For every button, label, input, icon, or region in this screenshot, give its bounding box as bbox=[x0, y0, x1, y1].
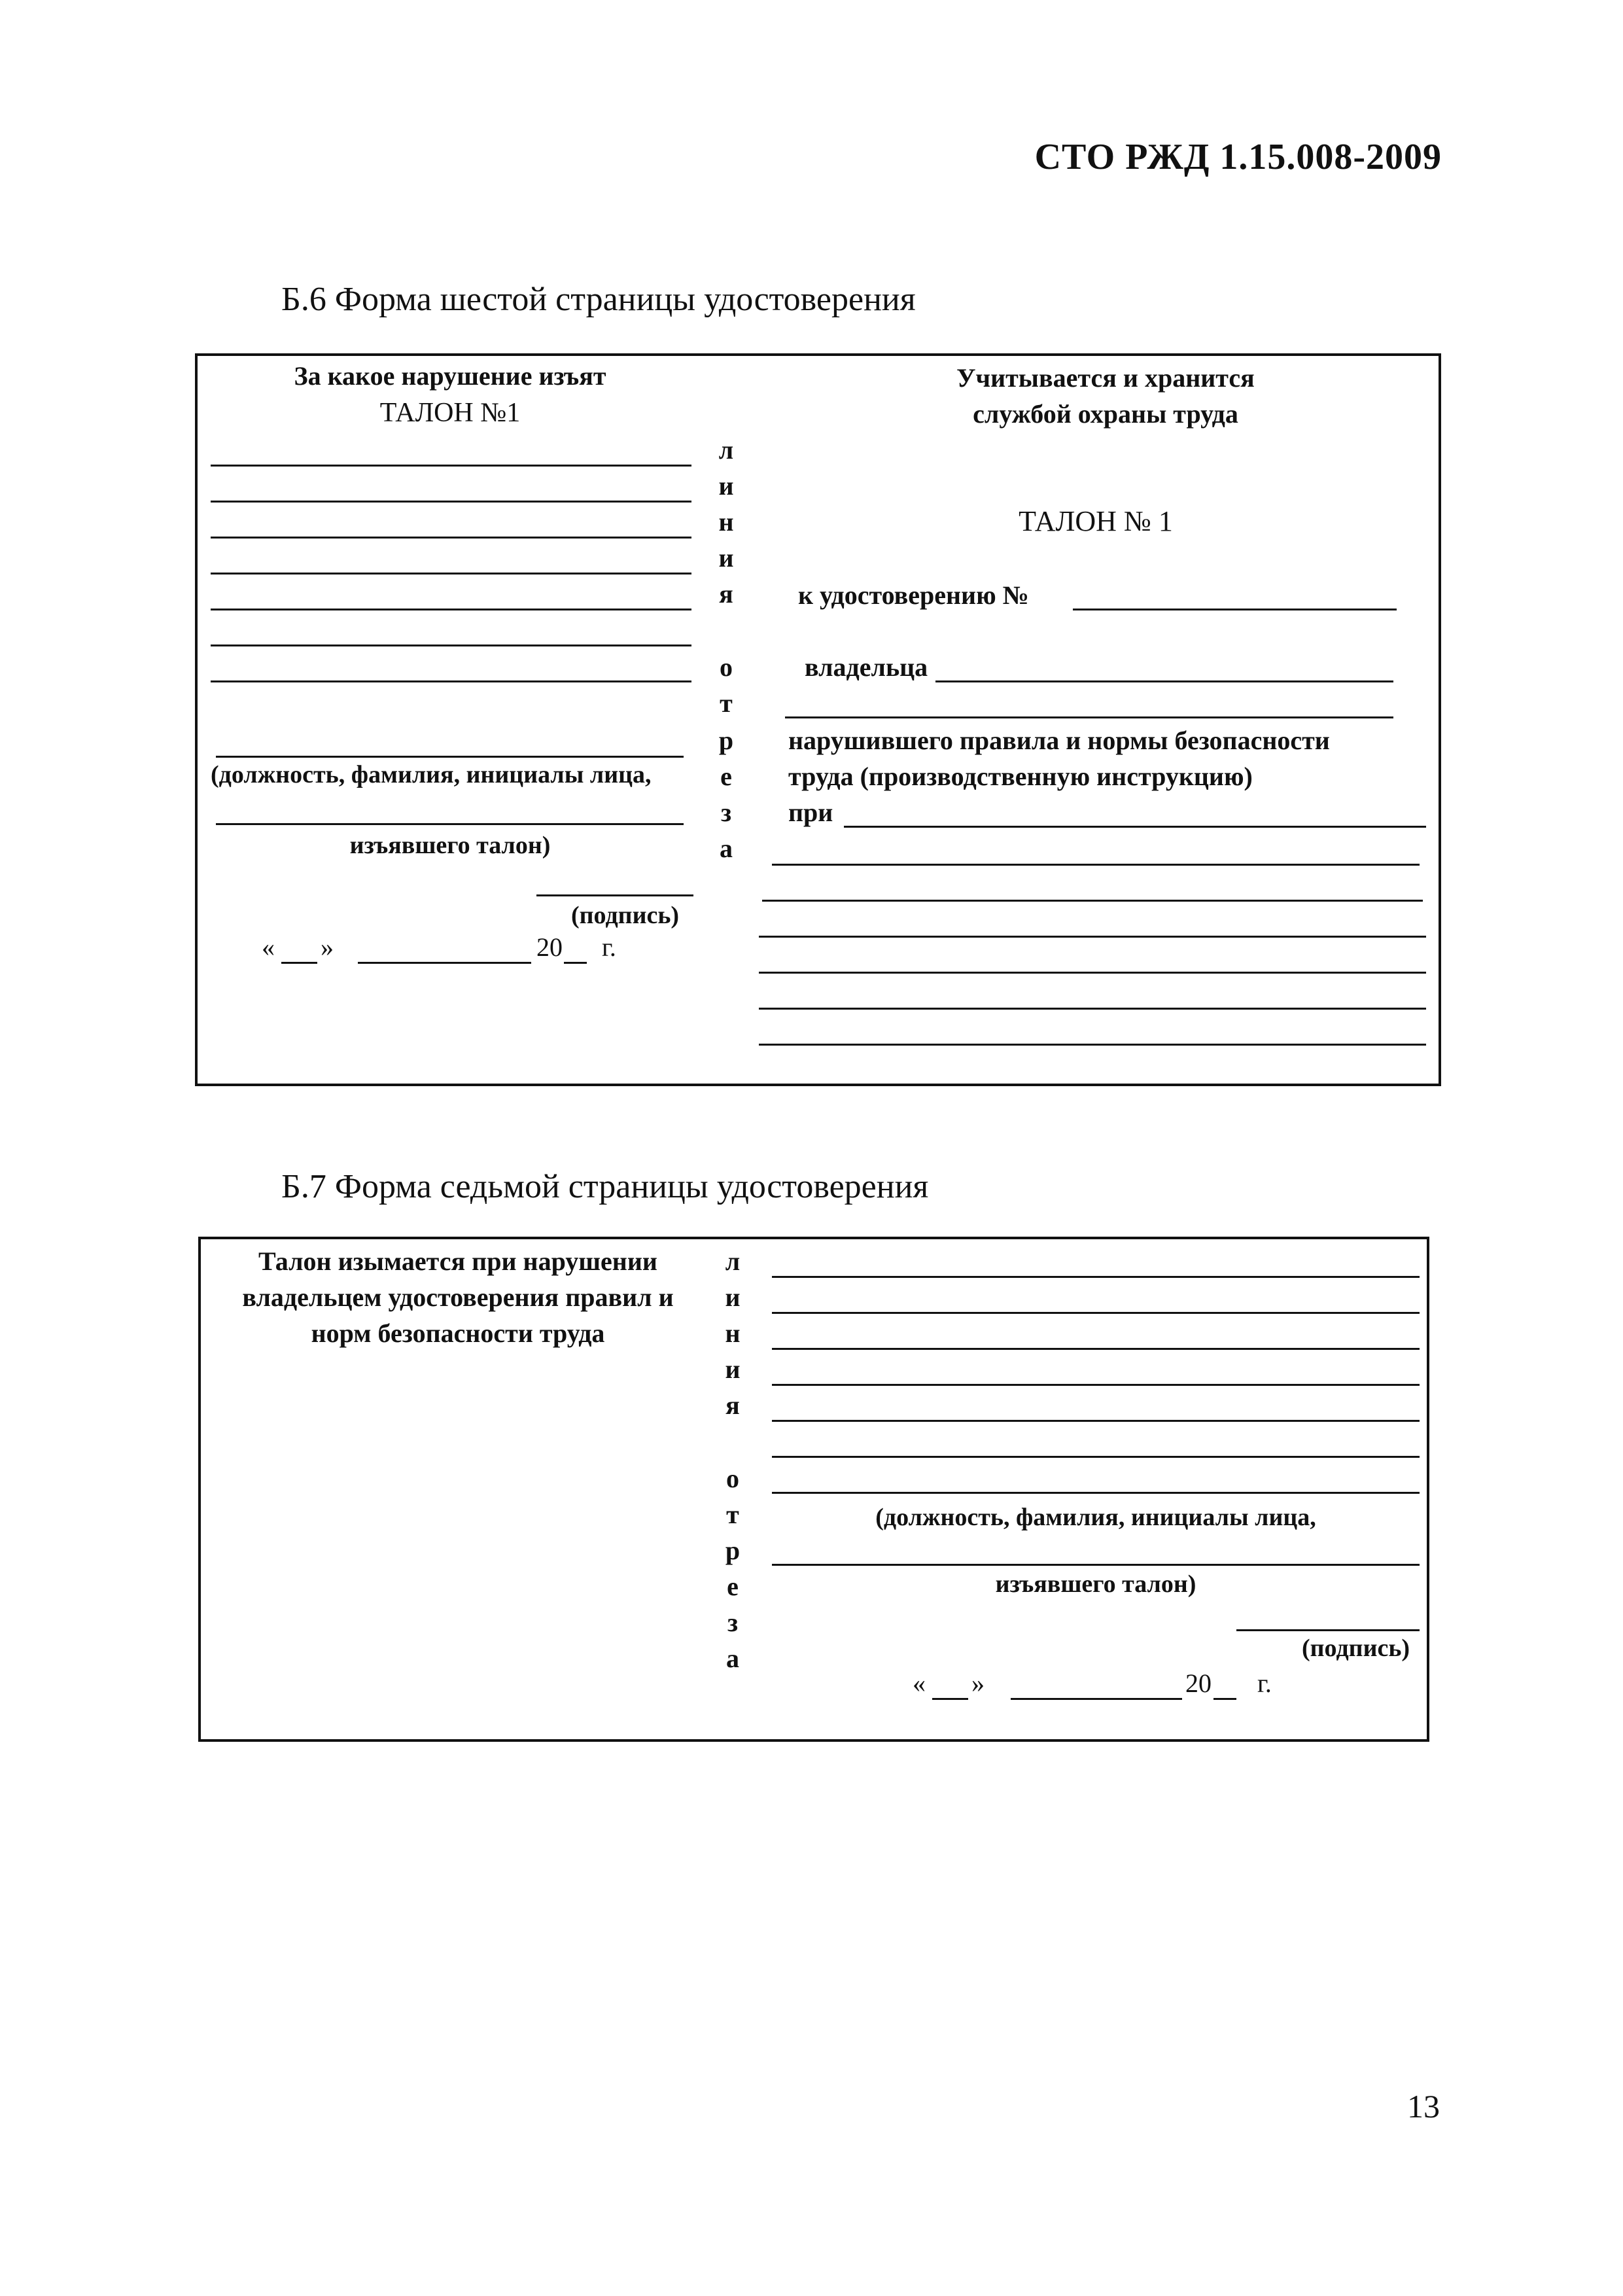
b7-cut-line-letter: о bbox=[726, 1464, 739, 1493]
b6-left-year-prefix: 20 bbox=[536, 932, 563, 962]
b6-left-month-line bbox=[358, 962, 531, 964]
b7-signature-line bbox=[1236, 1629, 1420, 1631]
b6-certificate-number-line bbox=[1073, 609, 1397, 610]
b6-cut-line-letter: з bbox=[720, 798, 732, 827]
b6-owner-line bbox=[935, 680, 1393, 682]
b6-cut-line-letter: я bbox=[719, 579, 733, 609]
b6-coupon-title: ТАЛОН № 1 bbox=[1019, 505, 1173, 537]
b6-left-position-line bbox=[216, 823, 684, 825]
b6-left-day-line bbox=[281, 962, 317, 964]
b6-cut-line-letter: л bbox=[718, 435, 734, 465]
b7-cut-line-letter: т bbox=[726, 1500, 739, 1529]
document-code: СТО РЖД 1.15.008-2009 bbox=[1034, 137, 1442, 177]
b7-date-close: » bbox=[971, 1669, 985, 1698]
b6-left-blank-line bbox=[211, 573, 691, 574]
b6-right-blank-line bbox=[759, 1044, 1426, 1046]
b7-right-blank-line bbox=[772, 1456, 1420, 1458]
b6-right-blank-line bbox=[759, 936, 1426, 938]
b6-cut-line-letter: а bbox=[720, 834, 733, 863]
form-b6-box bbox=[195, 353, 1441, 1086]
b6-cut-line-letter: и bbox=[718, 471, 734, 501]
b6-right-blank-line bbox=[844, 826, 1426, 828]
b6-left-date-open: « bbox=[262, 932, 275, 962]
b7-right-position-line bbox=[772, 1492, 1420, 1494]
b7-cut-line-letter: е bbox=[727, 1572, 739, 1601]
b6-left-blank-line bbox=[211, 537, 691, 539]
b7-year-line bbox=[1213, 1698, 1236, 1700]
b6-right-heading-line1: Учитывается и хранится bbox=[956, 363, 1255, 393]
b6-right-blank-line bbox=[762, 900, 1423, 902]
page-number: 13 bbox=[1407, 2088, 1440, 2125]
b6-at-label: при bbox=[788, 798, 833, 827]
b6-left-blank-line bbox=[211, 680, 691, 682]
b6-left-date-close: » bbox=[321, 932, 334, 962]
b6-right-heading-line2: службой охраны труда bbox=[973, 399, 1238, 429]
b6-cut-line-letter: о bbox=[720, 652, 733, 682]
b7-right-blank-line bbox=[772, 1276, 1420, 1278]
b7-cut-line-letter: р bbox=[725, 1536, 741, 1565]
b7-year-prefix: 20 bbox=[1185, 1669, 1212, 1698]
b7-right-caption-line2: изъявшего талон) bbox=[995, 1570, 1196, 1598]
b6-left-blank-line bbox=[211, 609, 691, 610]
b6-cut-line-letter: т bbox=[720, 688, 733, 718]
b6-owner-label: владельца bbox=[805, 652, 928, 682]
b7-right-caption-line1: (должность, фамилия, инициалы лица, bbox=[875, 1504, 1316, 1531]
b6-left-caption-line2: изъявшего талон) bbox=[349, 832, 551, 859]
b7-year-suffix: г. bbox=[1257, 1669, 1272, 1698]
b7-month-line bbox=[1011, 1698, 1182, 1700]
b6-right-blank-line bbox=[759, 1008, 1426, 1010]
b6-left-blank-line bbox=[211, 465, 691, 467]
b6-owner-line bbox=[785, 716, 1393, 718]
b6-left-caption-line1: (должность, фамилия, инициалы лица, bbox=[211, 761, 652, 788]
b6-left-year-line bbox=[564, 962, 587, 964]
b6-certificate-label: к удостоверению № bbox=[798, 580, 1029, 610]
b7-cut-line-letter: и bbox=[725, 1354, 741, 1384]
b6-violation-line2: труда (производственную инструкцию) bbox=[788, 762, 1253, 791]
b6-cut-line-letter: н bbox=[718, 507, 734, 537]
b7-date-open: « bbox=[913, 1669, 926, 1698]
b7-cut-line-letter: л bbox=[725, 1246, 741, 1276]
b6-right-blank-line bbox=[759, 972, 1426, 974]
b6-left-heading-line1: За какое нарушение изъят bbox=[294, 361, 606, 391]
b7-cut-line-letter: н bbox=[725, 1318, 741, 1348]
b7-cut-line-letter: и bbox=[725, 1282, 741, 1312]
b7-right-blank-line bbox=[772, 1384, 1420, 1386]
b7-left-line3: норм безопасности труда bbox=[311, 1318, 605, 1348]
b7-cut-line-letter: я bbox=[725, 1390, 740, 1420]
b7-cut-line-letter: з bbox=[727, 1608, 739, 1637]
b6-left-heading-line2: ТАЛОН №1 bbox=[379, 398, 521, 428]
section-b6-title: Б.6 Форма шестой страницы удостоверения bbox=[281, 281, 916, 318]
b7-right-blank-line bbox=[772, 1348, 1420, 1350]
b7-left-line1: Талон изымается при нарушении bbox=[258, 1246, 657, 1276]
b6-left-year-suffix: г. bbox=[602, 932, 616, 962]
b6-left-blank-line bbox=[211, 645, 691, 646]
b7-right-position-line bbox=[772, 1564, 1420, 1566]
b6-right-blank-line bbox=[772, 864, 1420, 866]
b7-cut-line-letter: а bbox=[726, 1644, 739, 1673]
b6-cut-line-letter: е bbox=[720, 762, 732, 791]
b6-violation-line1: нарушившего правила и нормы безопасности bbox=[788, 726, 1330, 755]
b7-left-line2: владельцем удостоверения правил и bbox=[242, 1282, 674, 1312]
b6-left-signature-caption: (подпись) bbox=[571, 902, 680, 929]
section-b7-title: Б.7 Форма седьмой страницы удостоверения bbox=[281, 1168, 929, 1205]
b6-left-blank-line bbox=[211, 501, 691, 503]
b6-cut-line-letter: и bbox=[718, 543, 734, 573]
b7-right-blank-line bbox=[772, 1312, 1420, 1314]
b7-day-line bbox=[932, 1698, 968, 1700]
b7-signature-caption: (подпись) bbox=[1302, 1634, 1410, 1662]
b6-left-signature-line bbox=[536, 894, 693, 896]
b7-right-blank-line bbox=[772, 1420, 1420, 1422]
b6-cut-line-letter: р bbox=[718, 726, 734, 755]
b6-left-position-line bbox=[216, 756, 684, 758]
